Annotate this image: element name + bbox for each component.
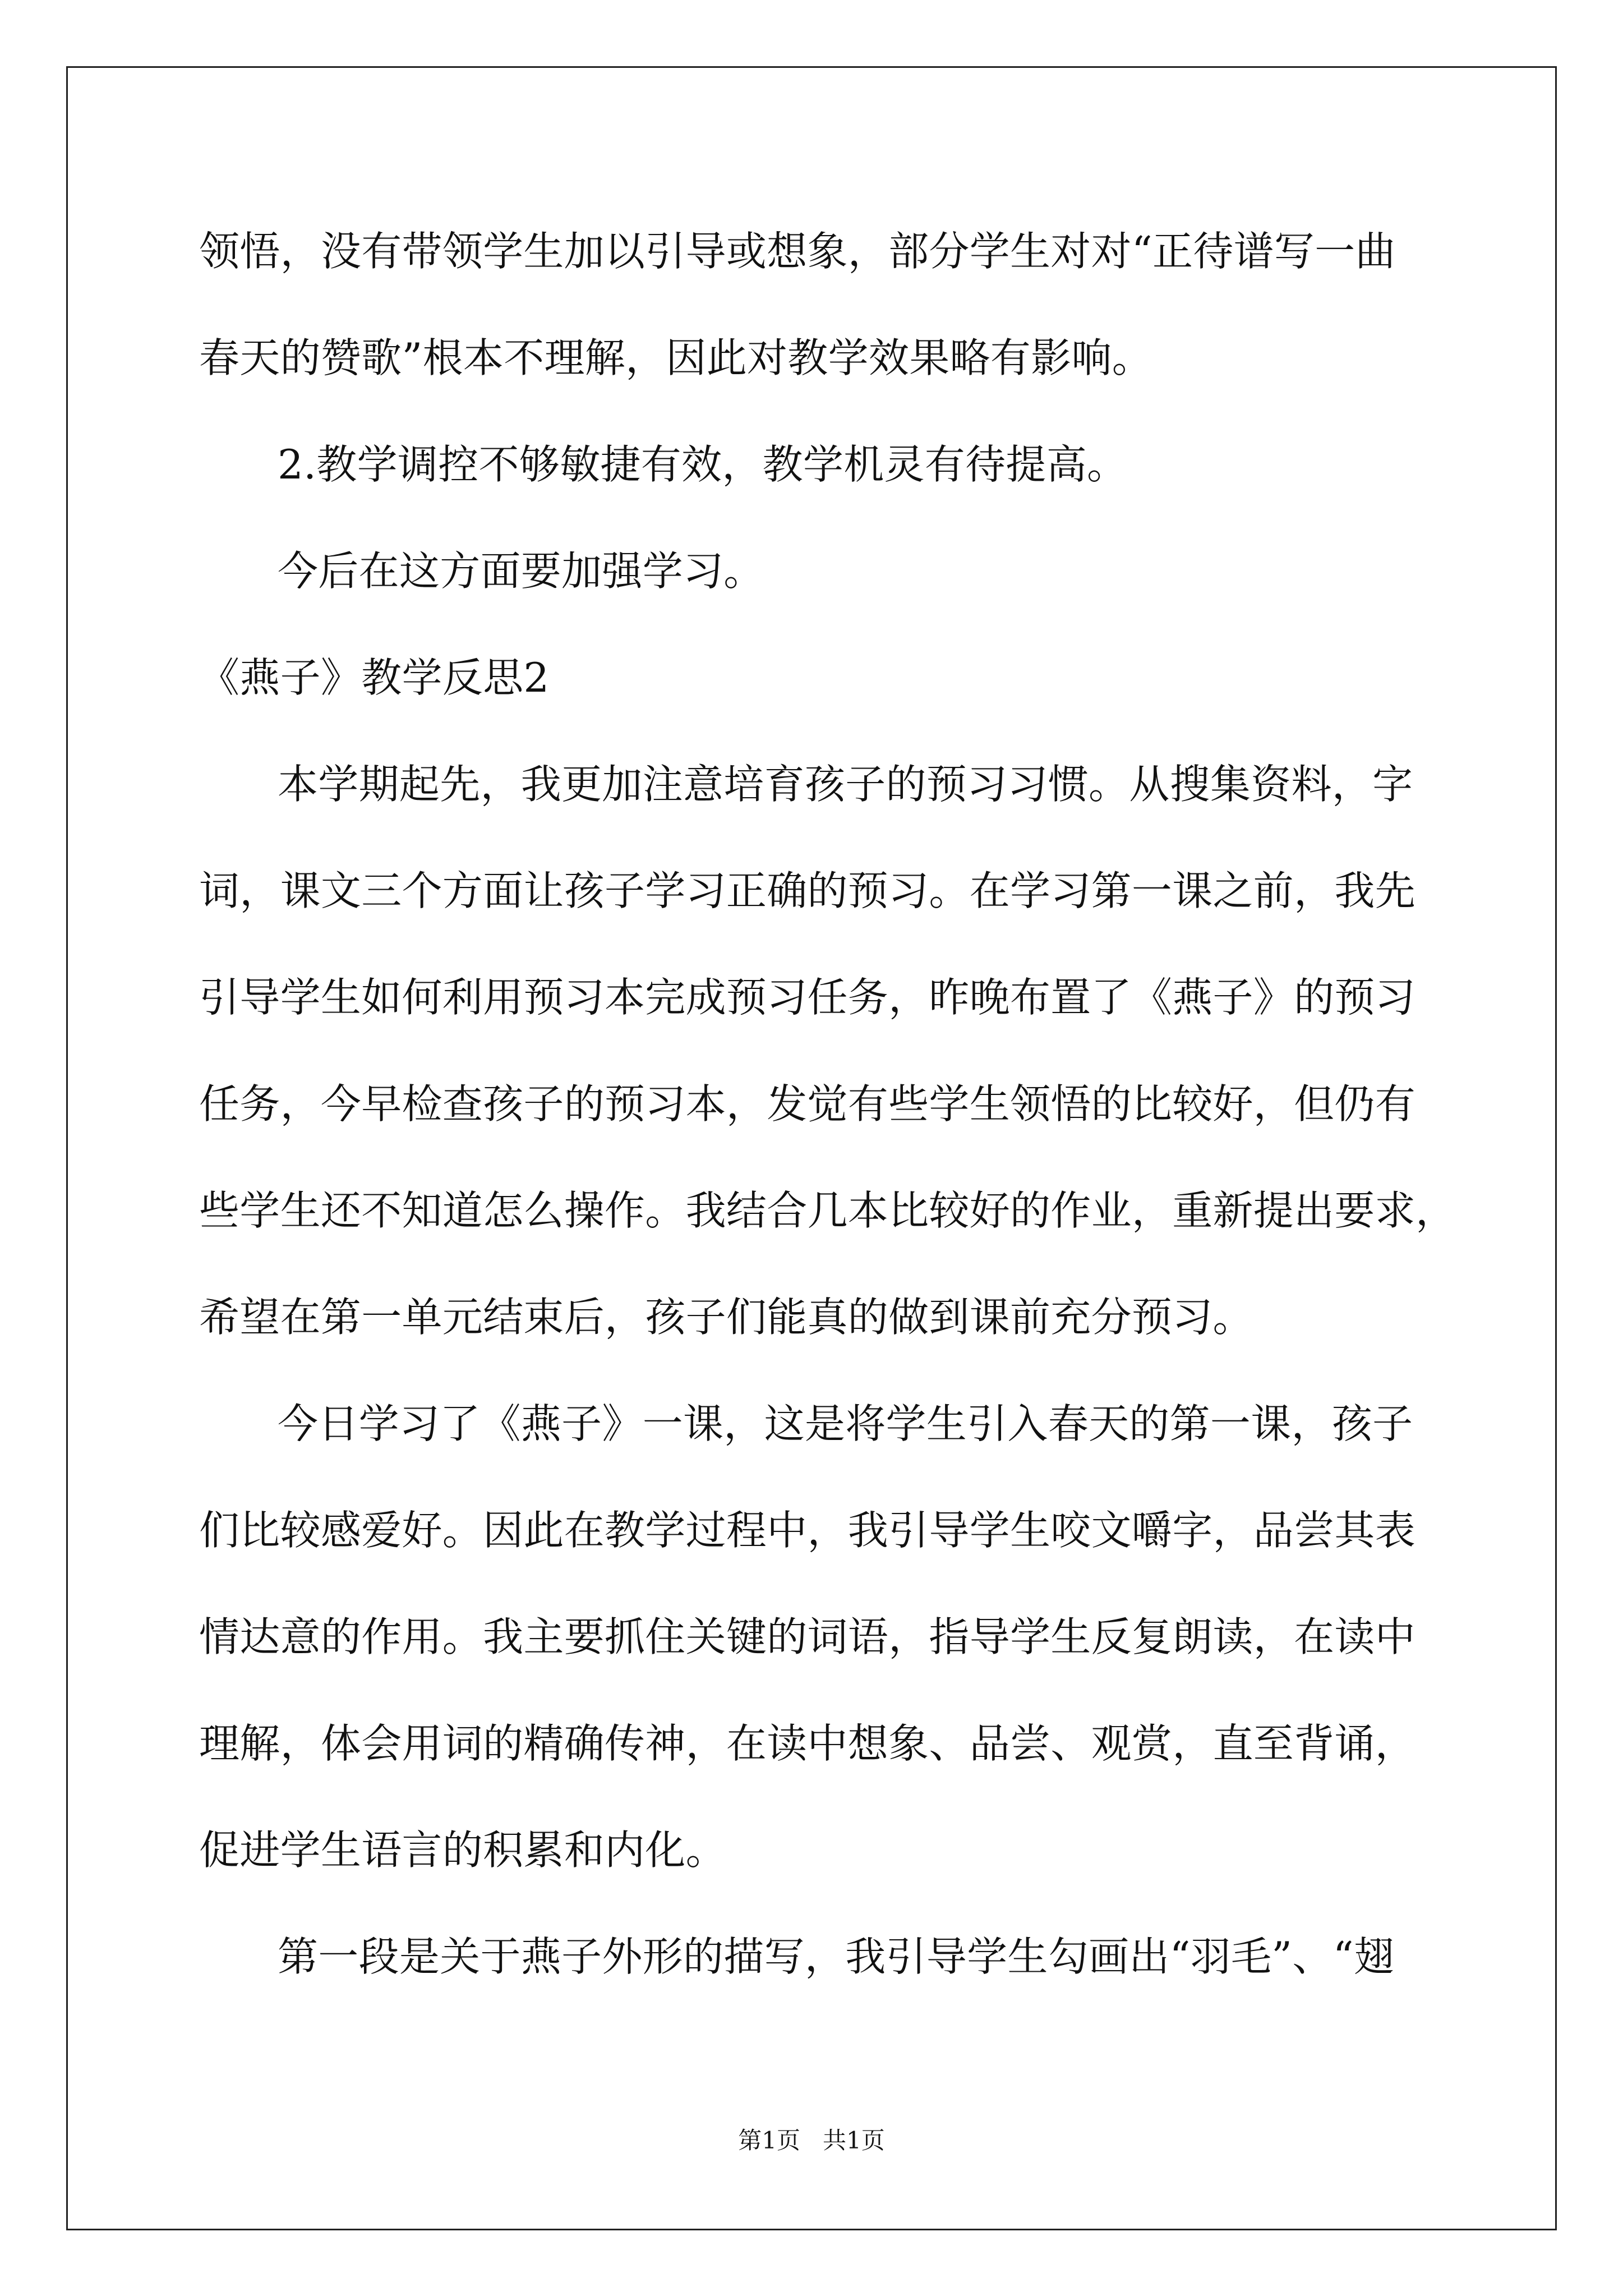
- body-line: 们比较感爱好。因此在教学过程中，我引导学生咬文嚼字，品尝其表: [199, 1507, 1416, 1554]
- list-item: 2.教学调控不够敏捷有效，教学机灵有待提高。: [278, 441, 1128, 488]
- body-line: 任务，今早检查孩子的预习本，发觉有些学生领悟的比较好，但仍有: [199, 1080, 1416, 1128]
- body-line: 春天的赞歌”根本不理解，因此对教学效果略有影响。: [199, 334, 1153, 381]
- body-line: 今日学习了《燕子》一课，这是将学生引入春天的第一课，孩子: [278, 1400, 1413, 1447]
- body-line: 词，课文三个方面让孩子学习正确的预习。在学习第一课之前，我先: [199, 867, 1416, 914]
- page-total: 共1页: [823, 2127, 885, 2154]
- page-number: 第1页: [738, 2127, 800, 2154]
- page-border: [66, 66, 1557, 2230]
- section-heading: 《燕子》教学反思2: [199, 654, 550, 701]
- body-line: 些学生还不知道怎么操作。我结合几本比较好的作业，重新提出要求，: [199, 1187, 1456, 1234]
- body-line: 希望在第一单元结束后，孩子们能真的做到课前充分预习。: [199, 1294, 1253, 1341]
- page-footer: [0, 2129, 1623, 2152]
- body-line: 领悟，没有带领学生加以引导或想象，部分学生对对“正待谱写一曲: [199, 228, 1396, 275]
- body-line: 本学期起先，我更加注意培育孩子的预习习惯。从搜集资料，字: [278, 761, 1413, 808]
- body-line: 今后在这方面要加强学习。: [278, 547, 764, 595]
- body-line: 引导学生如何利用预习本完成预习任务，昨晚布置了《燕子》的预习: [199, 974, 1416, 1021]
- body-line: 促进学生语言的积累和内化。: [199, 1826, 726, 1874]
- body-line: 第一段是关于燕子外形的描写，我引导学生勾画出“羽毛”、“翅: [278, 1933, 1395, 1980]
- body-line: 理解，体会用词的精确传神，在读中想象、品尝、观赏，直至背诵，: [199, 1720, 1416, 1767]
- body-line: 情达意的作用。我主要抓住关键的词语，指导学生反复朗读，在读中: [199, 1613, 1416, 1660]
